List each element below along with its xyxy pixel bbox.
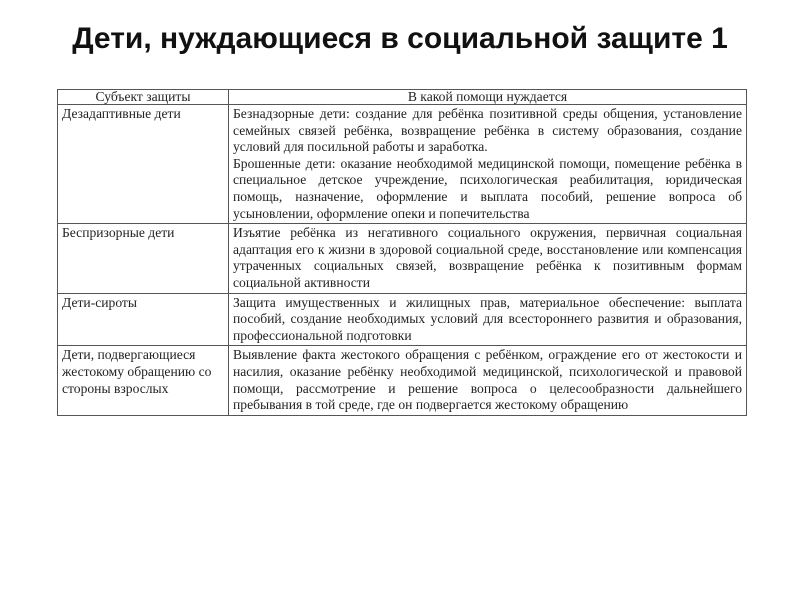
protection-table bbox=[57, 89, 746, 416]
subject-cell: Беспризорные дети bbox=[58, 224, 229, 293]
help-cell bbox=[229, 224, 747, 293]
subject-cell: Дети-сироты bbox=[58, 293, 229, 346]
table-row bbox=[58, 293, 747, 346]
table bbox=[57, 89, 747, 416]
help-cell bbox=[229, 293, 747, 346]
title-container bbox=[0, 18, 800, 88]
help-paragraph: Безнадзорные дети: создание для ребёнка позитивной среды общения, установление семейных связей ребёнка, возвращение ребёнка в систему образования, создание условий для посильной работы и заработка. bbox=[233, 106, 742, 155]
help-cell bbox=[229, 346, 747, 415]
table-row bbox=[58, 105, 747, 224]
table-row bbox=[58, 346, 747, 415]
subject-cell: Дети, подвергающиеся жестокому обращению со стороны взрослых bbox=[58, 346, 229, 415]
header-help: В какой помощи нуждается bbox=[229, 90, 747, 105]
table-header-row bbox=[58, 90, 747, 105]
help-paragraph: Изъятие ребёнка из негативного социального окружения, первичная социальная адаптация его к жизни в здоровой социальной среде, восстановление или компенсация утраченных социальных связей, возвращение ребёнка к позитивным формам социальной активности bbox=[233, 225, 742, 290]
help-paragraph: Брошенные дети: оказание необходимой медицинской помощи, помещение ребёнка в специальное детское учреждение, психологическая реабилитация, юридическая помощь, назначение, оформление и выплата пособий, решение вопроса об усыновлении, оформление опеки и попечительства bbox=[233, 155, 742, 221]
help-paragraph: Защита имущественных и жилищных прав, материальное обеспечение: выплата пособий, создание необходимых условий для всестороннего развития и образования, профессиональной подготовки bbox=[233, 294, 742, 343]
header-subject: Субъект защиты bbox=[58, 90, 229, 105]
help-cell bbox=[229, 105, 747, 224]
table-row bbox=[58, 224, 747, 293]
page-title: Дети, нуждающиеся в социальной защите 1 bbox=[72, 22, 728, 55]
subject-cell: Дезадаптивные дети bbox=[58, 105, 229, 224]
help-paragraph: Выявление факта жестокого обращения с ребёнком, ограждение его от жестокости и насилия, оказание ребёнку необходимой медицинской, психологической и правовой помощи, рассмотрение и решение вопроса о целесообразности дальнейшего пребывания в той среде, где он подвергается жестокому обращению bbox=[233, 347, 742, 413]
